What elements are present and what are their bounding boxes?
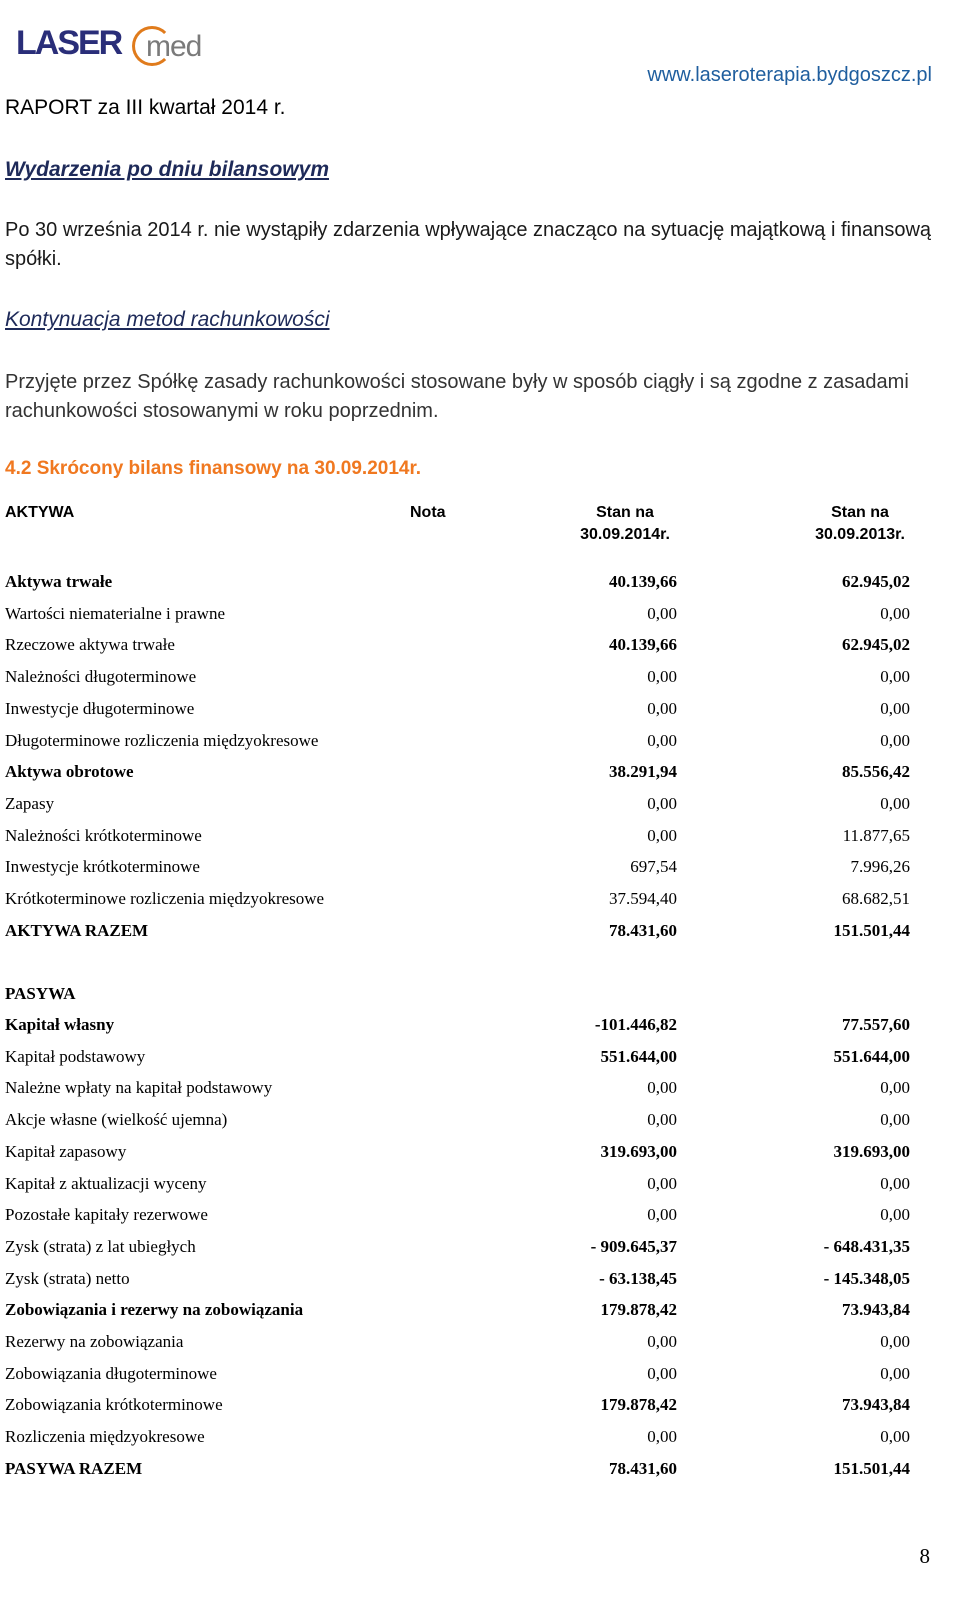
table-row [5, 1269, 935, 1299]
table-row [5, 635, 935, 665]
website-url[interactable]: www.laseroterapia.bydgoszcz.pl [647, 64, 932, 86]
value-2013: 0,00 [880, 1427, 910, 1447]
table-row [5, 857, 935, 887]
value-2013: - 145.348,05 [823, 1268, 910, 1288]
row-label: Aktywa trwałe [5, 572, 113, 591]
logo-secondary-text: med [146, 30, 202, 63]
value-2014: 0,00 [647, 1110, 677, 1130]
row-label: Należne wpłaty na kapitał podstawowy [5, 1078, 273, 1098]
accounting-text: Przyjęte przez Spółkę zasady rachunkowości stosowane były w sposób ciągły i są zgodne z zasadami rachunkowości stosowanymi w roku poprzednim. [5, 371, 909, 422]
column-header-note: Nota [410, 504, 446, 521]
value-2013: 0,00 [880, 603, 910, 623]
table-row [5, 699, 935, 729]
value-2014: 179.878,42 [600, 1395, 677, 1415]
value-2013: 73.943,84 [842, 1395, 910, 1415]
table-row [5, 1332, 935, 1362]
row-label: Inwestycje krótkoterminowe [5, 857, 200, 877]
balance-sheet-title: 4.2 Skrócony bilans finansowy na 30.09.2014r. [5, 458, 422, 479]
table-row [5, 572, 935, 602]
value-2013: 0,00 [880, 1332, 910, 1351]
value-2014: 78.431,60 [609, 1458, 677, 1478]
logo-primary-text: LASER [16, 24, 122, 62]
value-2014: 0,00 [647, 1363, 677, 1383]
value-2014: 0,00 [647, 825, 677, 845]
value-2014: 179.878,42 [600, 1300, 677, 1320]
value-2014: 37.594,40 [609, 889, 677, 908]
table-row [5, 1459, 935, 1489]
table-row [5, 1427, 935, 1457]
value-2014: - 63.138,45 [599, 1268, 677, 1288]
value-2014: 0,00 [647, 603, 677, 623]
value-2013: 68.682,51 [842, 889, 910, 908]
column-header-2014-line1: Stan na [596, 504, 654, 521]
value-2014: 697,54 [630, 857, 677, 877]
liabilities-heading-row [5, 984, 935, 1014]
table-row [5, 1015, 935, 1045]
row-label: Krótkoterminowe rozliczenia międzyokresowe [5, 889, 325, 908]
table-row [5, 794, 935, 824]
value-2014: 319.693,00 [600, 1141, 677, 1161]
page-number: 8 [919, 1544, 930, 1568]
value-2013: 0,00 [880, 667, 910, 687]
column-header-2013-line1: Stan na [831, 504, 889, 521]
row-label: Należności krótkoterminowe [5, 825, 202, 845]
value-2013: 0,00 [880, 1205, 910, 1225]
row-label: Rezerwy na zobowiązania [5, 1332, 184, 1351]
value-2014: 0,00 [647, 1205, 677, 1225]
row-label: Zysk (strata) z lat ubiegłych [5, 1236, 196, 1256]
value-2014: 0,00 [647, 1173, 677, 1193]
column-header-2014-line2: 30.09.2014r. [580, 526, 670, 543]
row-label: PASYWA RAZEM [5, 1458, 143, 1478]
value-2014: 0,00 [647, 698, 677, 718]
value-2013: 319.693,00 [833, 1141, 910, 1161]
table-row [5, 1300, 935, 1330]
row-label: Pozostałe kapitały rezerwowe [5, 1205, 208, 1225]
row-label: Kapitał podstawowy [5, 1046, 146, 1066]
table-row [5, 762, 935, 792]
value-2013: - 648.431,35 [823, 1236, 910, 1256]
value-2013: 0,00 [880, 793, 910, 813]
row-label: Zysk (strata) netto [5, 1268, 130, 1288]
accounting-heading: Kontynuacja metod rachunkowości [5, 308, 330, 331]
value-2013: 85.556,42 [842, 762, 910, 782]
row-label: Zapasy [5, 793, 55, 813]
row-label: Inwestycje długoterminowe [5, 698, 195, 718]
report-title: RAPORT za III kwartał 2014 r. [5, 96, 286, 119]
row-label: Kapitał własny [5, 1015, 115, 1034]
value-2014: 38.291,94 [609, 762, 677, 782]
column-header-2013-line2: 30.09.2013r. [815, 526, 905, 543]
row-label: Kapitał z aktualizacji wyceny [5, 1173, 207, 1193]
value-2013: 0,00 [880, 1078, 910, 1098]
value-2014: 0,00 [647, 1078, 677, 1098]
value-2013: 62.945,02 [842, 572, 910, 591]
value-2014: - 909.645,37 [590, 1236, 677, 1256]
value-2013: 77.557,60 [842, 1015, 910, 1034]
column-header-assets: AKTYWA [5, 504, 75, 521]
table-row [5, 921, 935, 951]
company-logo [14, 18, 214, 78]
value-2014: 0,00 [647, 730, 677, 750]
value-2014: 40.139,66 [609, 635, 677, 655]
table-row [5, 667, 935, 697]
row-label: Zobowiązania długoterminowe [5, 1363, 217, 1383]
events-text: Po 30 września 2014 r. nie wystąpiły zdarzenia wpływające znacząco na sytuację majątkową i finansową spółki. [5, 219, 932, 270]
table-row [5, 604, 935, 634]
table-row [5, 1110, 935, 1140]
value-2013: 62.945,02 [842, 635, 910, 655]
row-label: Zobowiązania krótkoterminowe [5, 1395, 223, 1415]
row-label: Aktywa obrotowe [5, 762, 134, 782]
liabilities-heading: PASYWA [5, 984, 76, 1003]
value-2014: 0,00 [647, 1427, 677, 1447]
row-label: Rzeczowe aktywa trwałe [5, 635, 175, 655]
row-label: AKTYWA RAZEM [5, 920, 149, 940]
value-2014: 0,00 [647, 1332, 677, 1351]
value-2013: 7.996,26 [850, 857, 910, 877]
value-2013: 151.501,44 [833, 1458, 910, 1478]
value-2014: -101.446,82 [594, 1015, 677, 1034]
column-header-2013 [795, 504, 925, 544]
value-2014: 0,00 [647, 793, 677, 813]
value-2014: 0,00 [647, 667, 677, 687]
value-2014: 78.431,60 [609, 920, 677, 940]
row-label: Zobowiązania i rezerwy na zobowiązania [5, 1300, 304, 1320]
table-row [5, 1205, 935, 1235]
events-heading: Wydarzenia po dniu bilansowym [5, 158, 329, 181]
value-2013: 11.877,65 [842, 825, 910, 845]
value-2013: 151.501,44 [833, 920, 910, 940]
value-2013: 73.943,84 [842, 1300, 910, 1320]
table-row [5, 1078, 935, 1108]
value-2014: 551.644,00 [600, 1046, 677, 1066]
row-label: Długoterminowe rozliczenia międzyokresowe [5, 730, 319, 750]
table-row [5, 731, 935, 761]
table-row [5, 1174, 935, 1204]
row-label: Kapitał zapasowy [5, 1141, 127, 1161]
row-label: Wartości niematerialne i prawne [5, 603, 226, 623]
table-row [5, 1395, 935, 1425]
table-row [5, 1047, 935, 1077]
table-row [5, 1237, 935, 1267]
row-label: Należności długoterminowe [5, 667, 197, 687]
value-2013: 551.644,00 [833, 1046, 910, 1066]
value-2013: 0,00 [880, 1173, 910, 1193]
table-row [5, 826, 935, 856]
table-row [5, 889, 935, 919]
value-2013: 0,00 [880, 1363, 910, 1383]
table-row [5, 1364, 935, 1394]
table-row [5, 1142, 935, 1172]
row-label: Akcje własne (wielkość ujemna) [5, 1110, 228, 1130]
value-2014: 40.139,66 [609, 572, 677, 591]
value-2013: 0,00 [880, 730, 910, 750]
column-header-2014 [560, 504, 690, 544]
row-label: Rozliczenia międzyokresowe [5, 1427, 205, 1447]
value-2013: 0,00 [880, 1110, 910, 1130]
value-2013: 0,00 [880, 698, 910, 718]
